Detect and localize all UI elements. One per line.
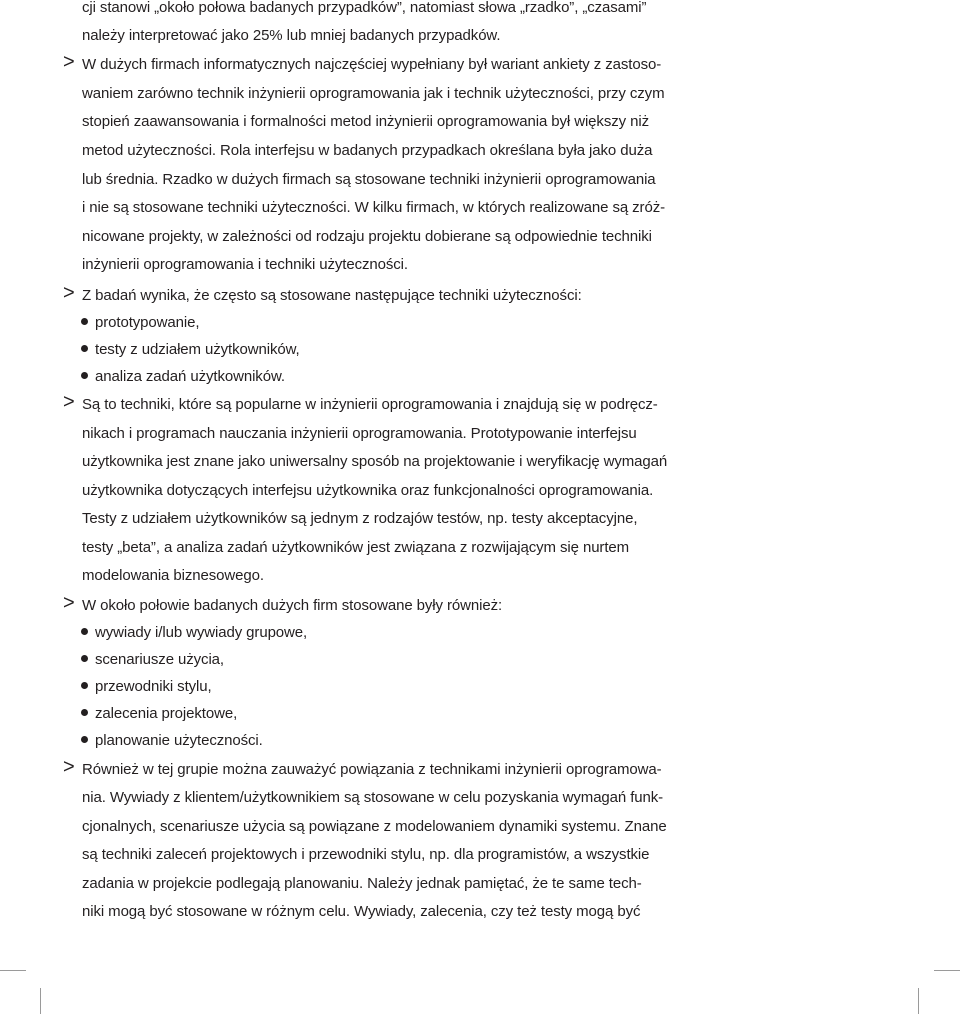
paragraph-marker: > <box>63 282 75 304</box>
bullet-icon <box>81 345 88 352</box>
text-line: nia. Wywiady z klientem/użytkownikiem są stosowane w celu pozyskania wymagań funk- <box>82 789 664 806</box>
bullet-icon <box>81 655 88 662</box>
text-line: Z badań wynika, że często są stosowane następujące techniki użyteczności: <box>82 287 582 304</box>
text-line: cji stanowi „około połowa badanych przypadków”, natomiast słowa „rzadko”, „czasami” <box>82 0 647 16</box>
text-line: W około połowie badanych dużych firm stosowane były również: <box>82 597 503 614</box>
crop-mark <box>918 988 919 1014</box>
list-item: scenariusze użycia, <box>95 651 224 668</box>
list-item: testy z udziałem użytkowników, <box>95 341 300 358</box>
text-line: i nie są stosowane techniki użyteczności. W kilku firmach, w których realizowane są zróż- <box>82 199 665 216</box>
text-line: waniem zarówno technik inżynierii oprogramowania jak i technik użyteczności, przy czym <box>82 85 665 102</box>
text-line: nikach i programach nauczania inżynierii oprogramowania. Prototypowanie interfejsu <box>82 425 637 442</box>
paragraph-marker: > <box>63 51 75 73</box>
bullet-icon <box>81 736 88 743</box>
text-line: użytkownika jest znane jako uniwersalny sposób na projektowanie i weryfikację wymagań <box>82 453 668 470</box>
text-line: są techniki zaleceń projektowych i przewodniki stylu, np. dla programistów, a wszystkie <box>82 846 650 863</box>
text-line: cjonalnych, scenariusze użycia są powiązane z modelowaniem dynamiki systemu. Znane <box>82 818 667 835</box>
text-line: niki mogą być stosowane w różnym celu. Wywiady, zalecenia, czy też testy mogą być <box>82 903 641 920</box>
list-item: zalecenia projektowe, <box>95 705 238 722</box>
paragraph-marker: > <box>63 391 75 413</box>
text-line: użytkownika dotyczących interfejsu użytkownika oraz funkcjonalności oprogramowania. <box>82 482 654 499</box>
bullet-icon <box>81 682 88 689</box>
text-line: Testy z udziałem użytkowników są jednym z rodzajów testów, np. testy akceptacyjne, <box>82 510 638 527</box>
list-item: wywiady i/lub wywiady grupowe, <box>95 624 308 641</box>
text-line: modelowania biznesowego. <box>82 567 264 584</box>
list-item: przewodniki stylu, <box>95 678 212 695</box>
text-line: stopień zaawansowania i formalności metod inżynierii oprogramowania był większy niż <box>82 113 649 130</box>
text-line: W dużych firmach informatycznych najczęściej wypełniany był wariant ankiety z zastoso- <box>82 56 662 73</box>
text-line: Są to techniki, które są popularne w inżynierii oprogramowania i znajdują się w podręcz- <box>82 396 658 413</box>
bullet-icon <box>81 318 88 325</box>
crop-mark <box>0 970 26 971</box>
text-line: metod użyteczności. Rola interfejsu w badanych przypadkach określana była jako duża <box>82 142 653 159</box>
list-item: planowanie użyteczności. <box>95 732 263 749</box>
text-line: Również w tej grupie można zauważyć powiązania z technikami inżynierii oprogramowa- <box>82 761 662 778</box>
text-line: lub średnia. Rzadko w dużych firmach są stosowane techniki inżynierii oprogramowania <box>82 171 656 188</box>
text-line: inżynierii oprogramowania i techniki użyteczności. <box>82 256 408 273</box>
text-line: zadania w projekcie podlegają planowaniu. Należy jednak pamiętać, że te same tech- <box>82 875 642 892</box>
paragraph-marker: > <box>63 756 75 778</box>
crop-mark <box>40 988 41 1014</box>
list-item: analiza zadań użytkowników. <box>95 368 285 385</box>
bullet-icon <box>81 628 88 635</box>
text-line: należy interpretować jako 25% lub mniej badanych przypadków. <box>82 27 501 44</box>
crop-mark <box>934 970 960 971</box>
bullet-icon <box>81 709 88 716</box>
list-item: prototypowanie, <box>95 314 200 331</box>
text-line: nicowane projekty, w zależności od rodzaju projektu dobierane są odpowiednie techniki <box>82 228 652 245</box>
paragraph-marker: > <box>63 592 75 614</box>
text-line: testy „beta”, a analiza zadań użytkowników jest związana z rozwijającym się nurtem <box>82 539 630 556</box>
bullet-icon <box>81 372 88 379</box>
